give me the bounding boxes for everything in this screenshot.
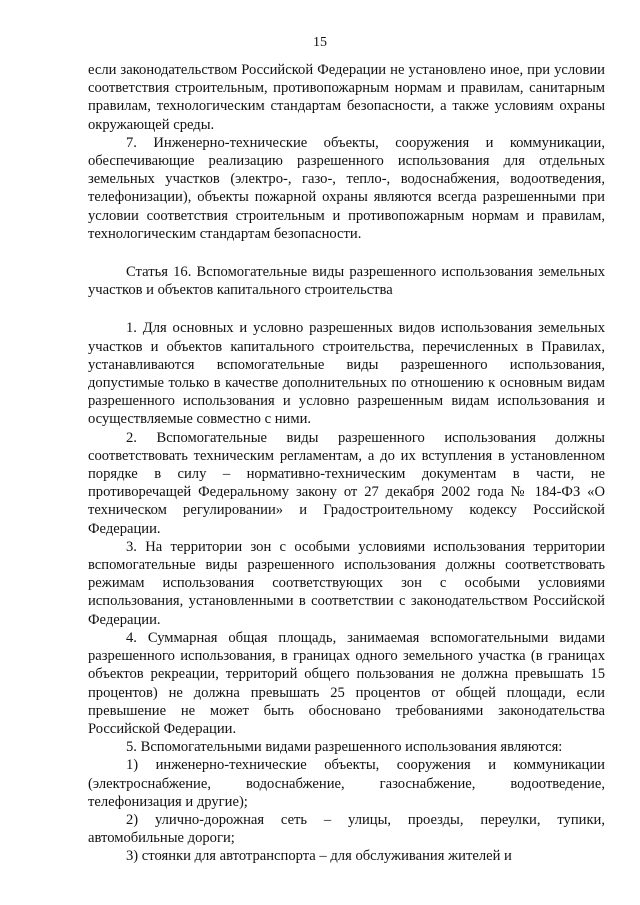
list-item-3: 3) стоянки для автотранспорта – для обслуживания жителей и bbox=[126, 848, 512, 865]
paragraph-1: 1. Для основных и условно разрешенных видов использования земельных участков и объектов капитального строительства, перечисленных в Правилах, устанавливаются вспомогательные виды разрешенного использования, допустимые только в качестве дополнительных по отношению к основным видам разрешенного использования и условно разрешенным видам использования и осуществляемые совместно с ними. bbox=[88, 320, 605, 428]
paragraph-3: 3. На территории зон с особыми условиями использования территории вспомогательные виды разрешенного использования должны соответствовать режимам использования соответствующих зон с особыми условиями использования, установленными в соответствии с законодательством Российской Федерации. bbox=[88, 538, 605, 628]
paragraph-continuation: если законодательством Российской Федерации не установлено иное, при условии соответствия строительным, противопожарным нормам и правилам, санитарным правилам, технологическим стандартам безопасности, а также условиям охраны окружающей среды. bbox=[88, 62, 605, 133]
list-item-1: 1) инженерно-технические объекты, сооружения и коммуникации (электроснабжение, водоснабжение, газоснабжение, водоотведение, телефонизация и другие); bbox=[88, 757, 605, 810]
article-paragraphs bbox=[88, 319, 605, 865]
paragraph-2: 2. Вспомогательные виды разрешенного использования должны соответствовать техническим регламентам, а до их вступления в установленном порядке в силу – нормативно-техническим документам в части, не противоречащей Федеральному закону от 27 декабря 2002 года № 184-ФЗ «О техническом регулировании» и Градостроительному кодексу Российской Федерации. bbox=[88, 429, 605, 537]
document-body bbox=[88, 61, 605, 866]
article-heading: Статья 16. Вспомогательные виды разрешенного использования земельных участков и объектов капитального строительства bbox=[88, 264, 605, 299]
page-number: 15 bbox=[313, 35, 327, 50]
paragraph-4: 4. Суммарная общая площадь, занимаемая вспомогательными видами разрешенного использования, в границах одного земельного участка (в границах объектов рекреации, территорий общего пользования не должна превышать 15 процентов) не должна превышать 25 процентов от общей площади, если превышение не может быть обосновано требованиями законодательства Российской Федерации. bbox=[88, 629, 605, 737]
paragraph-5: 5. Вспомогательными видами разрешенного использования являются: bbox=[126, 739, 563, 756]
paragraph-item-7: 7. Инженерно-технические объекты, сооружения и коммуникации, обеспечивающие реализацию разрешенного использования для отдельных земельных участков (электро-, газо-, тепло-, водоснабжения, водоотведения, телефонизации), объекты пожарной охраны являются всегда разрешенными при условии соответствия строительным и противопожарным нормам и правилам, технологическим стандартам безопасности. bbox=[88, 134, 605, 242]
list-item-2: 2) улично-дорожная сеть – улицы, проезды, переулки, тупики, автомобильные дороги; bbox=[88, 811, 605, 847]
